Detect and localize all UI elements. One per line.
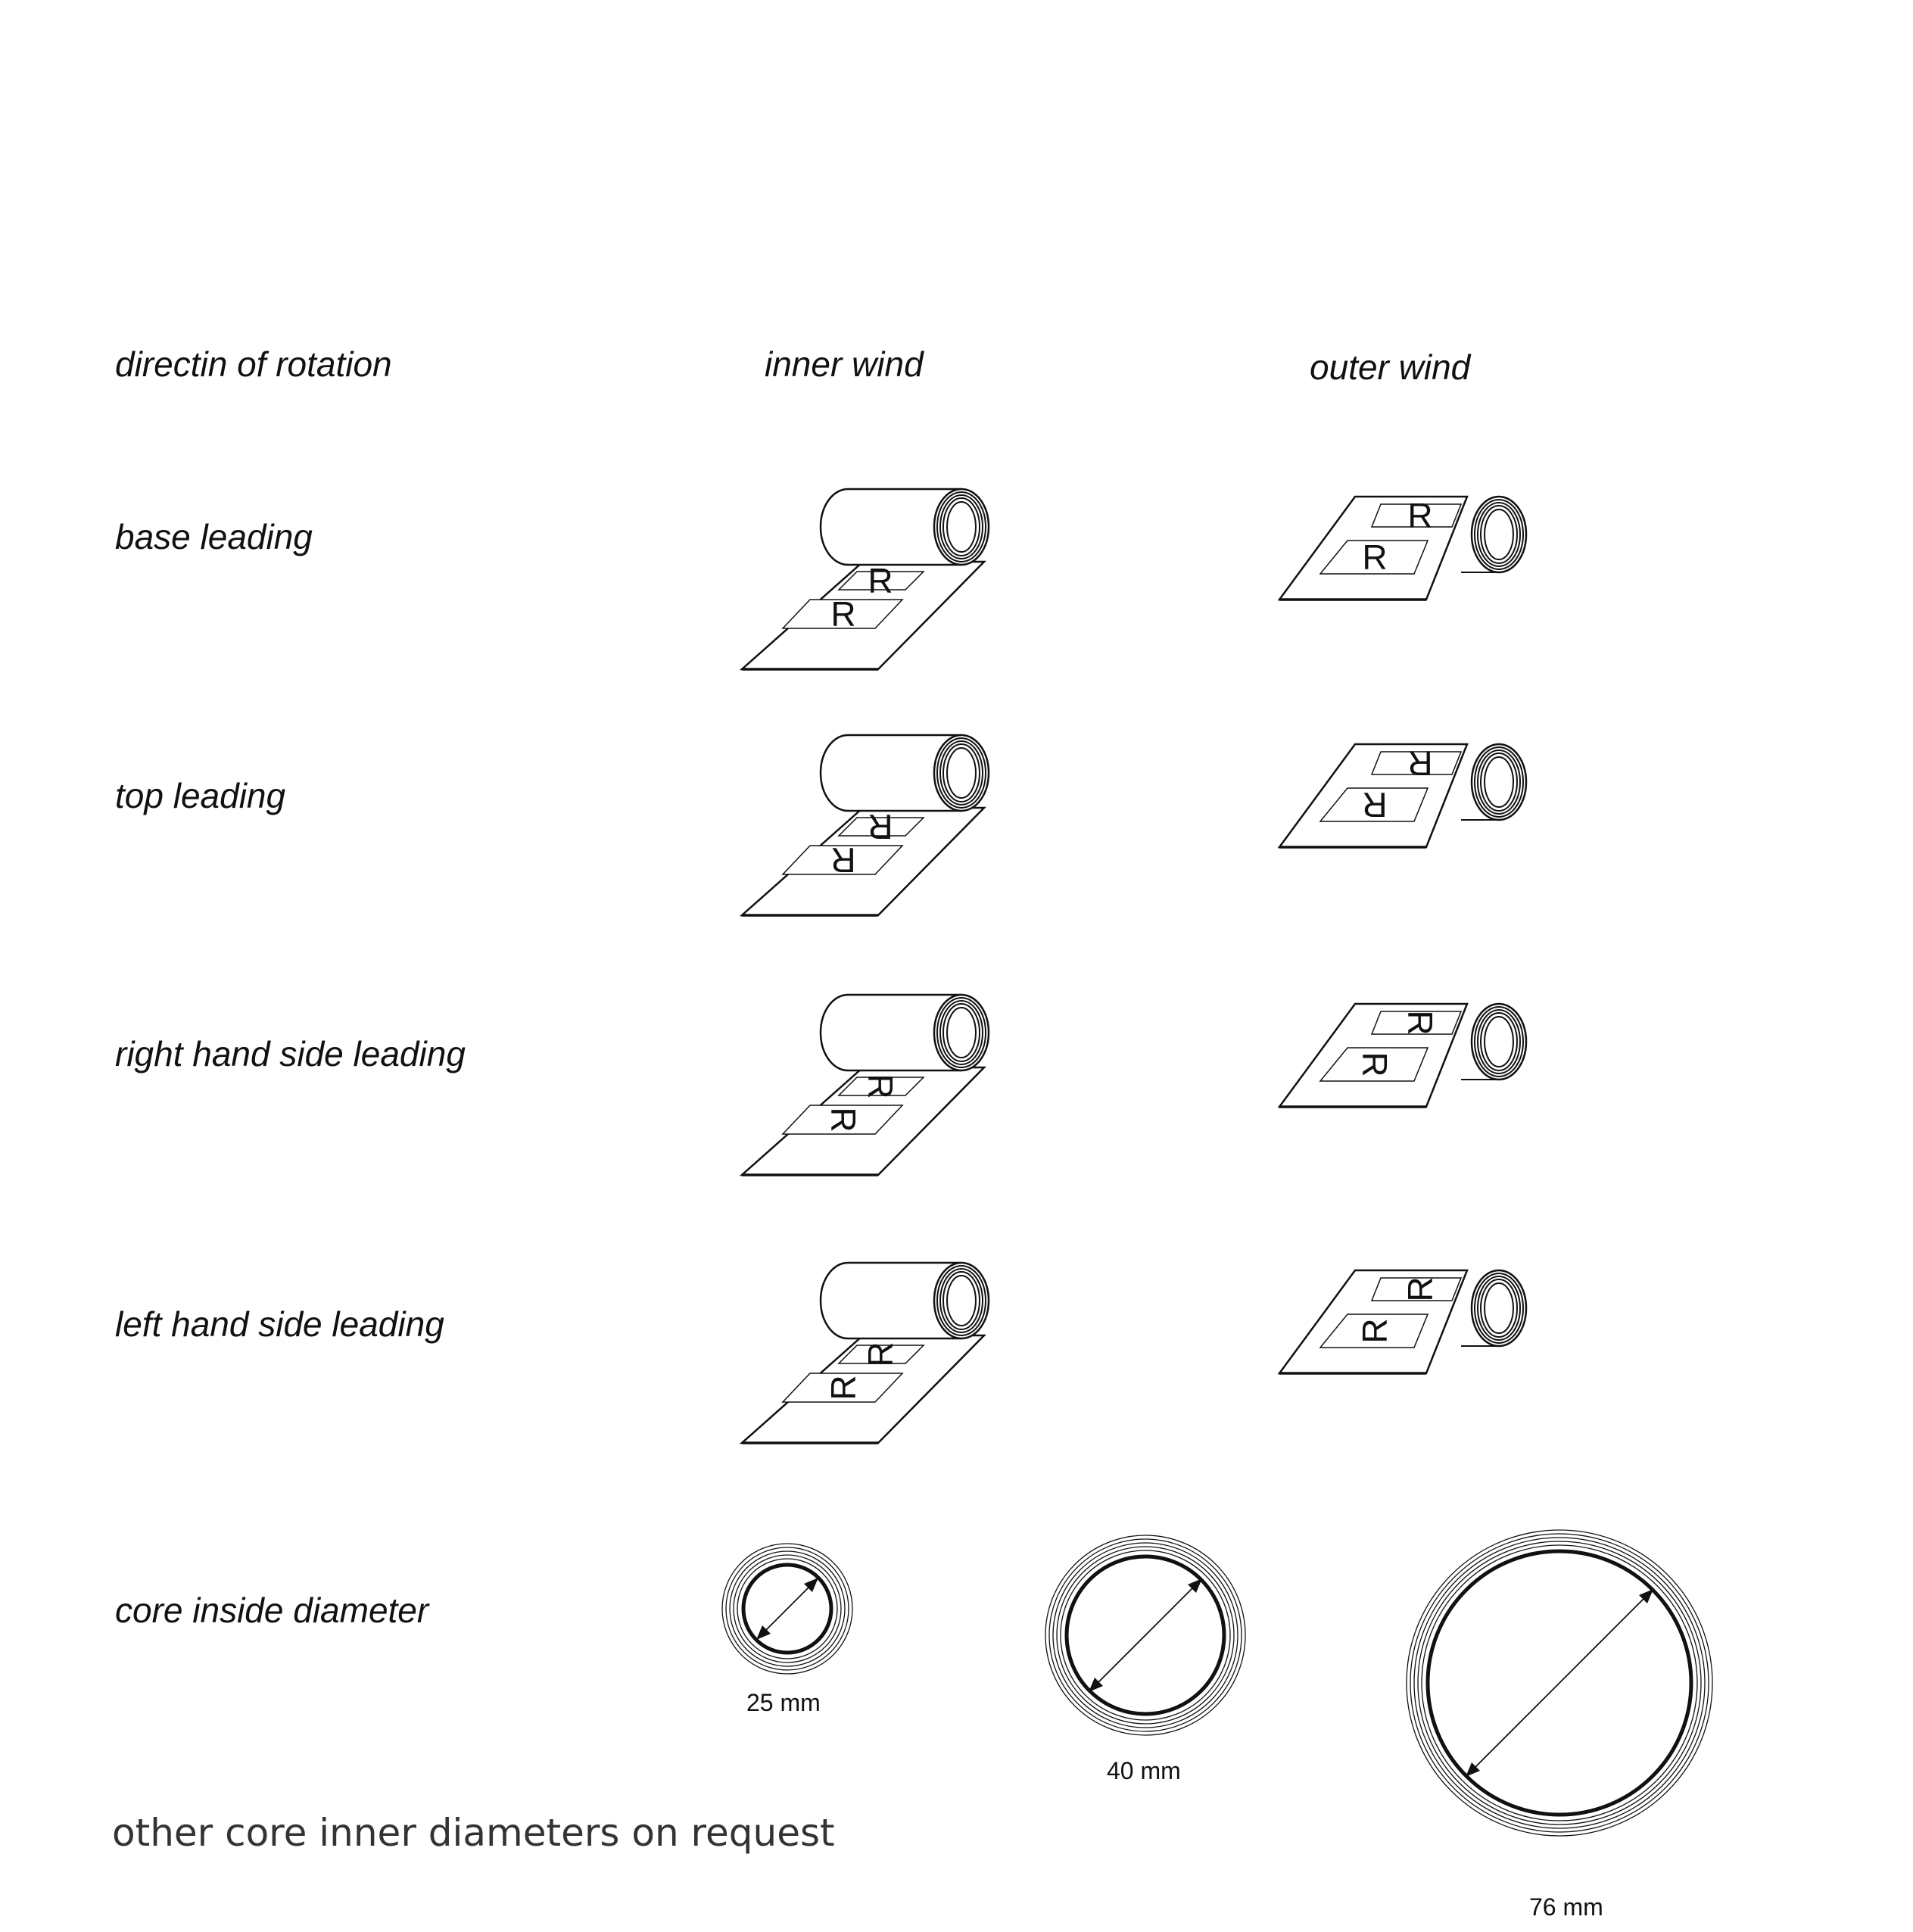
label-glyph-r-small: R	[861, 1074, 900, 1099]
outer-wind-roll-left-hand-side-leading	[1279, 1264, 1544, 1393]
row-label-right-hand-side-leading: right hand side leading	[115, 1034, 466, 1074]
footer-note: other core inner diameters on request	[112, 1811, 835, 1855]
label-glyph-r-small: R	[1400, 1276, 1440, 1302]
label-glyph-r-large: R	[1355, 1052, 1394, 1077]
row-label-left-hand-side-leading: left hand side leading	[115, 1304, 444, 1344]
diameter-arrow-icon	[1466, 1589, 1653, 1777]
core-40mm-diagram	[1043, 1533, 1248, 1737]
core-size-label-25mm: 25 mm	[746, 1689, 821, 1716]
label-glyph-r-large: R	[1362, 538, 1388, 577]
label-glyph-r-small: R	[868, 561, 893, 600]
label-glyph-r-large: R	[1355, 1318, 1394, 1344]
label-glyph-r-small: R	[861, 1341, 900, 1367]
outer-wind-roll-top-leading	[1279, 738, 1544, 867]
diameter-arrow-icon	[1089, 1578, 1202, 1692]
core-76mm-diagram	[1404, 1528, 1715, 1838]
row-label-top-leading: top leading	[115, 776, 286, 815]
label-glyph-r-small: R	[1400, 1010, 1440, 1036]
inner-wind-roll-base-leading	[742, 485, 999, 681]
row-label-base-leading: base leading	[115, 517, 313, 556]
header-inner-wind: inner wind	[765, 344, 924, 384]
label-glyph-r-large: R	[824, 1375, 863, 1401]
row-label-core-inside-diameter: core inside diameter	[115, 1591, 429, 1630]
inner-wind-roll-left-hand-side-leading	[742, 1258, 999, 1455]
diameter-arrow-icon	[756, 1578, 818, 1640]
label-glyph-r-small: R	[1407, 743, 1433, 783]
label-glyph-r-small: R	[1407, 496, 1433, 535]
core-25mm-diagram	[712, 1533, 863, 1684]
label-glyph-r-small: R	[868, 807, 893, 846]
label-glyph-r-large: R	[1362, 785, 1388, 824]
core-size-label-76mm: 76 mm	[1529, 1893, 1603, 1921]
inner-wind-roll-top-leading	[742, 731, 999, 927]
outer-wind-roll-base-leading	[1279, 491, 1544, 619]
header-outer-wind: outer wind	[1310, 347, 1471, 387]
inner-wind-roll-right-hand-side-leading	[742, 990, 999, 1187]
label-glyph-r-large: R	[830, 594, 856, 634]
outer-wind-roll-right-hand-side-leading	[1279, 998, 1544, 1126]
core-size-label-40mm: 40 mm	[1107, 1757, 1181, 1784]
label-glyph-r-large: R	[824, 1107, 863, 1133]
label-glyph-r-large: R	[830, 840, 856, 880]
header-direction-of-rotation: directin of rotation	[115, 344, 392, 384]
